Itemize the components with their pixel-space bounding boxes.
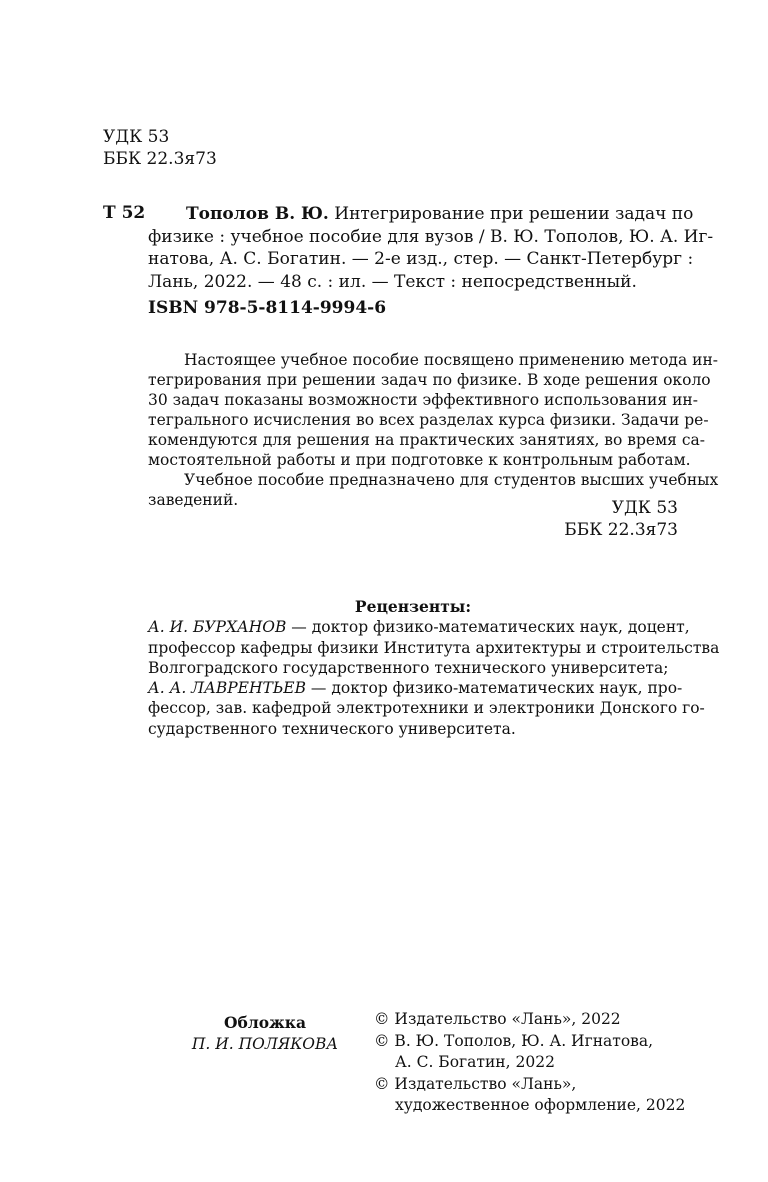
biblio-line-4: Лань, 2022. — 48 с. : ил. — Текст : непосредственный. bbox=[148, 271, 637, 292]
copyright-line: художественное оформление, 2022 bbox=[395, 1096, 686, 1114]
reviewer-2-desc: — доктор физико-математических наук, про- bbox=[306, 679, 683, 698]
udk-code: УДК 53 bbox=[611, 498, 678, 518]
abstract-line: комендуются для решения на практических занятиях, во время са- bbox=[148, 431, 706, 449]
reviewer-2-line-1 bbox=[148, 678, 683, 698]
copyright-line: © В. Ю. Тополов, Ю. А. Игнатова, bbox=[374, 1031, 654, 1050]
biblio-line-2: физике : учебное пособие для вузов / В. Ю. Тополов, Ю. А. Иг- bbox=[148, 226, 714, 247]
reviewer-2-line-2: фессор, зав. кафедрой электротехники и электроники Донского го- bbox=[148, 699, 705, 718]
title-start: Интегрирование при решении задач по bbox=[334, 204, 694, 224]
reviewer-2-line-3: сударственного технического университета. bbox=[148, 719, 516, 738]
bibliographic-record bbox=[148, 203, 714, 293]
cover-designer: П. И. ПОЛЯКОВА bbox=[191, 1034, 339, 1053]
abstract-line: Учебное пособие предназначено для студентов высших учебных bbox=[184, 471, 719, 489]
cover-credit bbox=[160, 1013, 370, 1054]
abstract-line: Настоящее учебное пособие посвящено применению метода ин- bbox=[184, 351, 719, 369]
abstract-line: 30 задач показаны возможности эффективного использования ин- bbox=[148, 391, 698, 409]
copyright-line: © Издательство «Лань», 2022 bbox=[374, 1010, 621, 1028]
author-name: Тополов В. Ю. bbox=[186, 204, 329, 224]
catalog-code: Т 52 bbox=[103, 203, 146, 223]
reviewer-2-name: А. А. ЛАВРЕНТЬЕВ bbox=[148, 679, 306, 698]
abstract-line: мостоятельной работы и при подготовке к контрольным работам. bbox=[148, 451, 691, 469]
copyright-line: А. С. Богатин, 2022 bbox=[395, 1053, 555, 1071]
reviewer-1-line-1 bbox=[148, 617, 690, 637]
biblio-line-3: натова, А. С. Богатин. — 2-е изд., стер. — Санкт-Петербург : bbox=[148, 249, 694, 269]
udk-footer bbox=[564, 497, 678, 541]
reviewers bbox=[148, 597, 720, 739]
reviewers-heading: Рецензенты: bbox=[354, 597, 472, 616]
udk-header bbox=[103, 126, 217, 170]
cover-label: Обложка bbox=[224, 1013, 306, 1032]
copyright-line: © Издательство «Лань», bbox=[374, 1074, 577, 1093]
abstract-line: заведений. bbox=[148, 491, 239, 509]
reviewer-1-desc: — доктор физико-математических наук, доцент, bbox=[286, 618, 690, 637]
reviewer-1-line-3: Волгоградского государственного технического университета; bbox=[148, 658, 669, 677]
isbn: ISBN 978-5-8114-9994-6 bbox=[148, 298, 387, 318]
biblio-line-1 bbox=[148, 203, 694, 226]
abstract-line: тегрирования при решении задач по физике. В ходе решения около bbox=[148, 371, 711, 389]
copyright-block bbox=[374, 1009, 685, 1117]
bbk-code: ББК 22.3я73 bbox=[103, 149, 217, 169]
reviewer-1-name: А. И. БУРХАНОВ bbox=[148, 618, 287, 637]
abstract-line: тегрального исчисления во всех разделах курса физики. Задачи ре- bbox=[148, 411, 709, 429]
bbk-code: ББК 22.3я73 bbox=[564, 520, 678, 540]
abstract bbox=[148, 350, 719, 510]
reviewer-1-line-2: профессор кафедры физики Института архитектуры и строительства bbox=[148, 638, 720, 657]
udk-code: УДК 53 bbox=[103, 127, 170, 147]
